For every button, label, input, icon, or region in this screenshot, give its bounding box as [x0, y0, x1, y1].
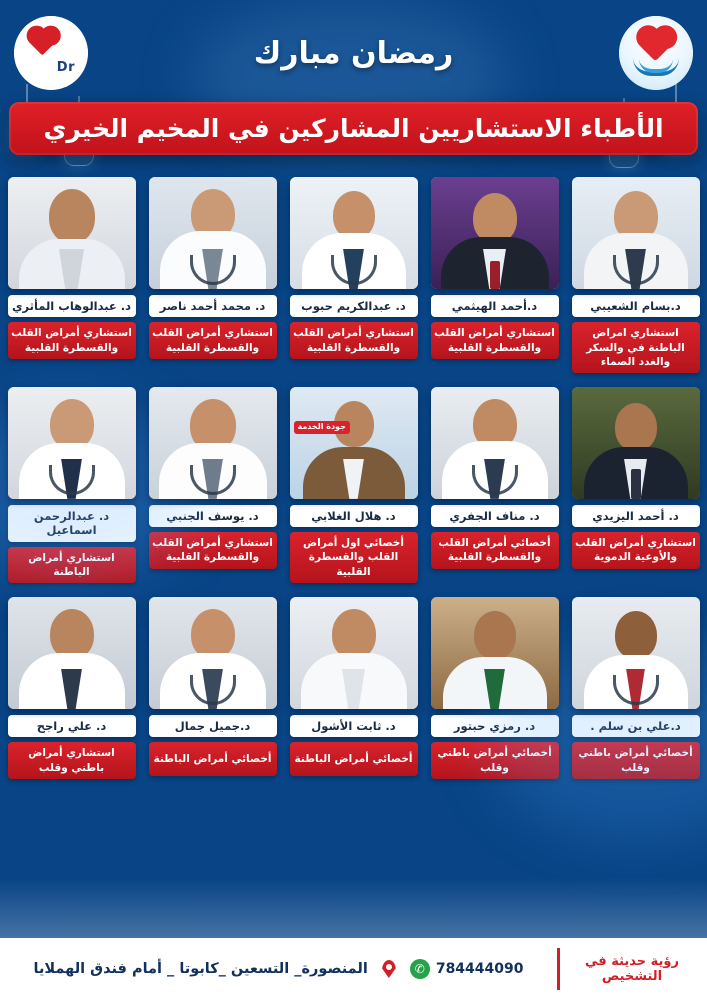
doctor-name: د. محمد أحمد ناصر: [149, 295, 277, 317]
doctor-card[interactable]: [288, 387, 419, 583]
bottom-fade: [0, 878, 707, 938]
phone-number: 784444090: [435, 961, 524, 977]
doctor-card[interactable]: [288, 597, 419, 779]
doctor-name: د. علي راجح: [8, 715, 136, 737]
doctor-photo: [8, 387, 136, 499]
doctor-photo: [290, 177, 418, 289]
poster-header: [0, 0, 707, 96]
doctor-card[interactable]: [147, 177, 278, 373]
doctor-photo: [572, 387, 700, 499]
doctor-name: د.علي بن سلم .: [572, 715, 700, 737]
doctor-name: د. مناف الجفري: [431, 505, 559, 527]
doctor-photo: [431, 597, 559, 709]
doctor-name: د. هلال الغلابي: [290, 505, 418, 527]
doctor-name: د. أحمد اليزيدي: [572, 505, 700, 527]
doctors-row: [6, 387, 701, 583]
doctor-name: د. يوسف الجنبي: [149, 505, 277, 527]
phone-block[interactable]: [410, 959, 524, 979]
address-text: المنصورة_ التسعين _كابوتا _ أمام فندق الهملايا: [33, 961, 368, 977]
doctor-photo: [8, 597, 136, 709]
doctor-name: د. ثابت الأشول: [290, 715, 418, 737]
photo-badge: جودة الخدمة: [294, 421, 350, 434]
doctor-card[interactable]: [570, 597, 701, 779]
poster-footer: [0, 938, 707, 1000]
doctor-name: د. رمزي حبتور: [431, 715, 559, 737]
doctor-specialty: استشاري أمراض القلب والأوعية الدموية: [572, 532, 700, 568]
heart-hands-charity-logo: [619, 16, 693, 90]
doctor-specialty: استشاري امراض الباطنة في والسكر والغدد الصماء: [572, 322, 700, 373]
pulse-doctor-logo: [14, 16, 88, 90]
doctor-card[interactable]: [6, 387, 137, 583]
doctor-specialty: أخصائي أمراض باطني وقلب: [431, 742, 559, 778]
doctor-photo: [431, 177, 559, 289]
doctor-card[interactable]: [147, 597, 278, 779]
doctor-specialty: استشاري أمراض القلب والقسطرة القلبية: [149, 322, 277, 358]
doctor-photo: [290, 597, 418, 709]
doctor-specialty: استشاري أمراض القلب والقسطرة القلبية: [290, 322, 418, 358]
location-pin-icon: [382, 960, 396, 978]
doctors-grid: [0, 177, 707, 779]
doctor-card[interactable]: [288, 177, 419, 373]
doctor-specialty: استشاري أمراض القلب والقسطرة القلبية: [431, 322, 559, 358]
doctor-specialty: أخصائي اول أمراض القلب والقسطرة القلبية: [290, 532, 418, 583]
doctor-card[interactable]: [147, 387, 278, 583]
doctor-card[interactable]: [570, 387, 701, 583]
doctor-specialty: استشاري أمراض الباطنة: [8, 547, 136, 583]
doctor-specialty: استشاري أمراض باطني وقلب: [8, 742, 136, 778]
doctor-photo: [149, 387, 277, 499]
doctor-name: د. عبدالكريم حبوب: [290, 295, 418, 317]
doctor-card[interactable]: [429, 177, 560, 373]
doctor-name: د. عبدالرحمن اسماعيل: [8, 505, 136, 542]
doctor-photo: [290, 387, 418, 499]
doctor-name: د.بسام الشعيبي: [572, 295, 700, 317]
doctor-specialty: أخصائي أمراض القلب والقسطرة القلبية: [431, 532, 559, 568]
doctor-name: د.جميل جمال: [149, 715, 277, 737]
main-title-wrap: [0, 102, 707, 155]
doctor-photo: [149, 597, 277, 709]
doctor-specialty: أخصائي أمراض الباطنة: [149, 742, 277, 776]
doctor-photo: [149, 177, 277, 289]
doctor-name: د.أحمد الهيثمي: [431, 295, 559, 317]
doctor-specialty: استشاري أمراض القلب والقسطرة القلبية: [149, 532, 277, 568]
page-title: الأطباء الاستشاريين المشاركين في المخيم الخيري: [9, 102, 697, 155]
doctor-photo: [572, 597, 700, 709]
doctor-specialty: أخصائي أمراض باطني وقلب: [572, 742, 700, 778]
doctor-card[interactable]: [6, 177, 137, 373]
doctor-specialty: استشاري أمراض القلب والقسطرة القلبية: [8, 322, 136, 358]
doctor-photo: [572, 177, 700, 289]
doctor-card[interactable]: [429, 597, 560, 779]
doctor-card[interactable]: [6, 597, 137, 779]
footer-contact: [0, 938, 557, 1000]
doctor-name: د. عبدالوهاب المأثري: [8, 295, 136, 317]
doctor-photo: [8, 177, 136, 289]
doctors-row: [6, 597, 701, 779]
doctor-card[interactable]: [429, 387, 560, 583]
doctor-specialty: أخصائي أمراض الباطنة: [290, 742, 418, 776]
doctors-row: [6, 177, 701, 373]
footer-tagline: رؤية حديثة في التشخيص: [557, 938, 707, 1000]
whatsapp-icon: ✆: [410, 959, 430, 979]
doctor-card[interactable]: [570, 177, 701, 373]
logo-right-text: Dr: [56, 60, 75, 75]
ramadan-greeting-title: رمضان مبارك: [253, 35, 454, 71]
doctor-photo: [431, 387, 559, 499]
